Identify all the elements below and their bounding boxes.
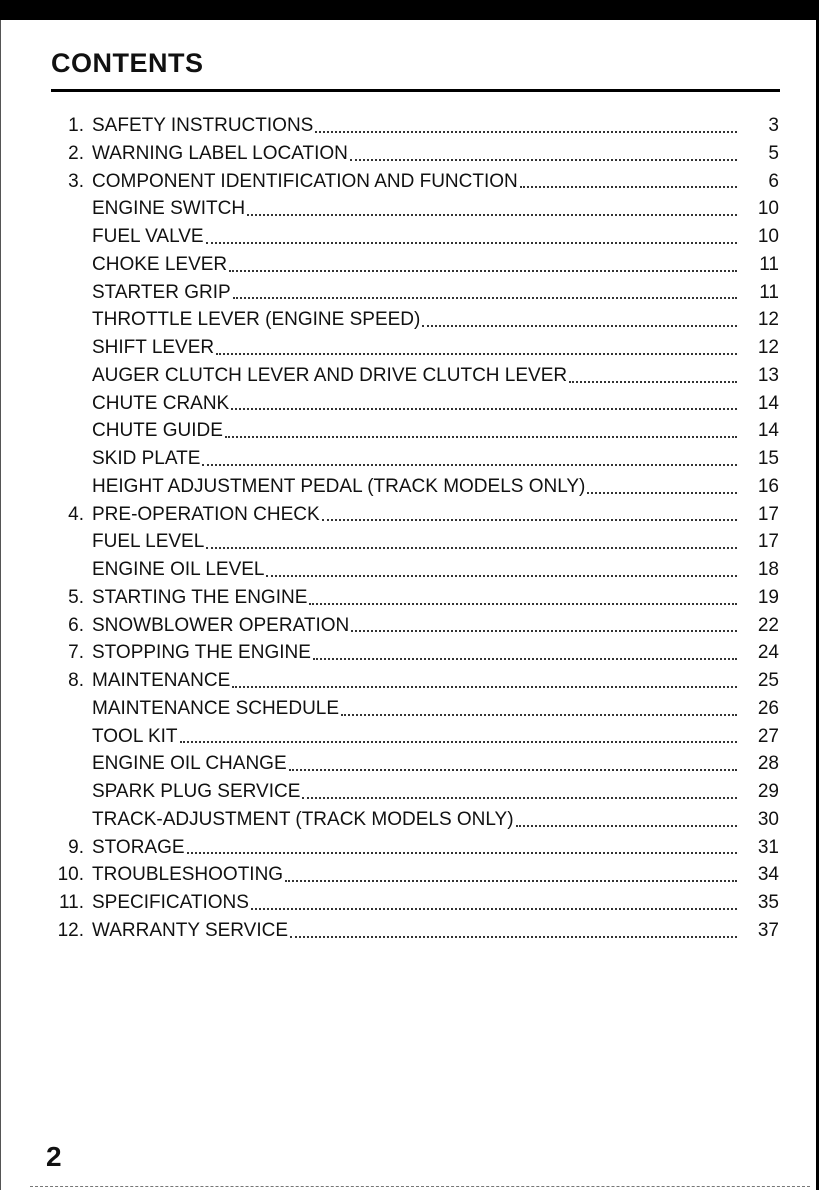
toc-dot-leader [232,667,739,695]
toc-entry-label: SPARK PLUG SERVICE [92,781,301,802]
toc-dot-leader [351,612,739,640]
toc-entry-page-number: 24 [757,642,779,664]
toc-entry-label-wrap [92,390,739,418]
toc-entry-label: WARNING LABEL LOCATION [92,142,348,164]
toc-dot-leader [231,390,739,418]
toc-entry-page-number: 11 [759,281,779,303]
toc-entry-label-wrap [92,168,739,196]
toc-entry-label-wrap [92,445,739,473]
toc-entry-page-number: 27 [757,725,779,747]
toc-section-entry[interactable] [0,168,819,196]
toc-entry-page-number: 14 [757,420,779,442]
toc-section-entry[interactable] [0,140,819,168]
toc-entry-label: ENGINE SWITCH [92,198,246,220]
toc-subsection-entry[interactable] [0,334,819,362]
toc-entry-label-wrap [92,750,739,778]
toc-entry-page-number: 12 [757,309,779,331]
toc-entry-page-number: 19 [757,586,779,608]
toc-entry-label: FUEL VALVE [92,226,204,247]
toc-subsection-entry[interactable] [0,390,819,418]
toc-entry-label: TRACK-ADJUSTMENT (TRACK MODELS ONLY) [92,808,514,830]
toc-entry-label-wrap [92,723,739,751]
toc-entry-label: STARTING THE ENGINE [92,586,308,608]
toc-dot-leader [251,889,739,917]
toc-entry-label-wrap [92,362,739,390]
page-number: 2 [46,1141,62,1172]
toc-entry-label-wrap [92,473,739,501]
toc-entry-page-number: 6 [768,170,779,192]
toc-entry-label-wrap [92,639,739,667]
toc-entry-page-number: 10 [757,226,779,247]
toc-subsection-entry[interactable] [0,750,819,778]
toc-dot-leader [520,168,739,196]
scan-bottom-border [30,1186,810,1187]
toc-dot-leader [187,834,739,862]
toc-section-entry[interactable] [0,112,819,140]
toc-entry-page-number: 34 [757,864,779,886]
toc-entry-page-number: 17 [757,503,779,525]
toc-entry-number: 11. [58,892,84,913]
toc-entry-page-number: 3 [768,115,779,136]
toc-dot-leader [587,473,739,501]
toc-dot-leader [180,723,739,751]
toc-entry-label-wrap [92,140,739,168]
toc-entry-label: MAINTENANCE [92,670,231,691]
toc-entry-page-number: 22 [757,614,779,636]
toc-entry-number: 6. [68,614,84,636]
toc-entry-label: AUGER CLUTCH LEVER AND DRIVE CLUTCH LEVER [92,364,568,386]
toc-subsection-entry[interactable] [0,445,819,473]
toc-entry-page-number: 10 [757,198,779,220]
toc-entry-label-wrap [92,306,739,334]
toc-subsection-entry[interactable] [0,723,819,751]
toc-entry-page-number: 18 [757,559,779,580]
toc-entry-label: CHUTE CRANK [92,392,230,414]
toc-section-entry[interactable] [0,501,819,529]
toc-subsection-entry[interactable] [0,695,819,723]
toc-dot-leader [233,279,739,307]
toc-entry-page-number: 35 [757,892,779,913]
toc-entry-page-number: 14 [757,392,779,414]
toc-entry-label-wrap [92,806,739,834]
toc-section-entry[interactable] [0,834,819,862]
toc-subsection-entry[interactable] [0,195,819,223]
toc-dot-leader [247,195,739,223]
toc-entry-label: PRE-OPERATION CHECK [92,503,320,525]
toc-entry-page-number: 29 [757,781,779,802]
toc-dot-leader [206,223,739,251]
toc-entry-label: FUEL LEVEL [92,531,205,553]
toc-subsection-entry[interactable] [0,279,819,307]
toc-entry-label-wrap [92,612,739,640]
toc-dot-leader [309,584,739,612]
toc-entry-label: CHUTE GUIDE [92,420,223,442]
toc-entry-label: SKID PLATE [92,448,201,469]
toc-entry-number: 7. [68,642,84,664]
toc-entry-page-number: 5 [768,142,779,164]
toc-dot-leader [225,417,739,445]
toc-entry-number: 2. [68,142,84,164]
toc-section-entry[interactable] [0,861,819,889]
toc-entry-page-number: 13 [757,364,779,386]
toc-subsection-entry[interactable] [0,417,819,445]
toc-entry-label-wrap [92,195,739,223]
toc-section-entry[interactable] [0,889,819,917]
toc-subsection-entry[interactable] [0,556,819,584]
toc-entry-label: TROUBLESHOOTING [92,864,284,886]
toc-entry-page-number: 15 [757,448,779,469]
toc-entry-label-wrap [92,861,739,889]
toc-entry-page-number: 17 [757,531,779,553]
toc-subsection-entry[interactable] [0,223,819,251]
toc-dot-leader [569,362,739,390]
toc-entry-label: HEIGHT ADJUSTMENT PEDAL (TRACK MODELS ONLY) [92,475,586,497]
toc-entry-page-number: 28 [757,753,779,775]
toc-subsection-entry[interactable] [0,362,819,390]
toc-dot-leader [229,251,739,279]
toc-section-entry[interactable] [0,917,819,945]
toc-entry-label-wrap [92,834,739,862]
toc-entry-page-number: 30 [757,808,779,830]
toc-entry-label: COMPONENT IDENTIFICATION AND FUNCTION [92,170,518,192]
title-divider [51,89,780,92]
toc-entry-label: THROTTLE LEVER (ENGINE SPEED) [92,309,421,331]
toc-entry-label-wrap [92,584,739,612]
toc-entry-page-number: 31 [757,836,779,858]
toc-dot-leader [290,917,739,945]
toc-entry-number: 8. [68,670,84,691]
toc-entry-label-wrap [92,223,739,251]
toc-entry-number: 4. [68,503,84,525]
toc-dot-leader [315,112,739,140]
toc-dot-leader [422,306,739,334]
toc-entry-label-wrap [92,417,739,445]
toc-dot-leader [516,806,739,834]
toc-dot-leader [350,140,739,168]
toc-entry-label-wrap [92,556,739,584]
toc-dot-leader [202,445,739,473]
toc-entry-label-wrap [92,528,739,556]
toc-entry-label-wrap [92,501,739,529]
toc-entry-label-wrap [92,695,739,723]
toc-entry-page-number: 37 [757,919,779,941]
toc-dot-leader [341,695,739,723]
toc-entry-label-wrap [92,778,739,806]
toc-entry-label-wrap [92,112,739,140]
toc-entry-label: SPECIFICATIONS [92,892,249,913]
toc-dot-leader [206,528,739,556]
toc-entry-number: 1. [68,115,84,136]
toc-entry-page-number: 26 [757,697,779,719]
toc-entry-page-number: 16 [757,475,779,497]
toc-entry-label: STOPPING THE ENGINE [92,642,311,664]
toc-entry-number: 5. [68,586,84,608]
toc-entry-number: 12. [57,919,84,941]
toc-entry-label: STORAGE [92,836,185,858]
toc-dot-leader [216,334,739,362]
toc-subsection-entry[interactable] [0,306,819,334]
toc-section-entry[interactable] [0,612,819,640]
toc-dot-leader [285,861,739,889]
toc-entry-label: SHIFT LEVER [92,337,215,358]
table-of-contents [0,112,819,945]
scan-top-border [0,0,819,20]
toc-dot-leader [322,501,739,529]
toc-entry-label: STARTER GRIP [92,281,231,303]
toc-entry-label: TOOL KIT [92,725,178,747]
toc-entry-label-wrap [92,917,739,945]
toc-entry-number: 3. [68,170,84,192]
toc-section-entry[interactable] [0,584,819,612]
toc-entry-number: 10. [57,864,84,886]
toc-entry-label: WARRANTY SERVICE [92,919,289,941]
toc-section-entry[interactable] [0,639,819,667]
toc-subsection-entry[interactable] [0,251,819,279]
toc-entry-label: MAINTENANCE SCHEDULE [92,697,340,719]
toc-entry-label-wrap [92,279,739,307]
toc-subsection-entry[interactable] [0,473,819,501]
toc-entry-label: SAFETY INSTRUCTIONS [92,115,314,136]
toc-subsection-entry[interactable] [0,528,819,556]
toc-entry-page-number: 11 [759,253,779,275]
toc-entry-page-number: 12 [757,337,779,358]
toc-subsection-entry[interactable] [0,806,819,834]
toc-entry-label: CHOKE LEVER [92,253,228,275]
toc-dot-leader [289,750,739,778]
toc-entry-label: ENGINE OIL CHANGE [92,753,287,775]
toc-dot-leader [266,556,739,584]
toc-dot-leader [313,639,739,667]
toc-entry-label-wrap [92,251,739,279]
toc-entry-label-wrap [92,334,739,362]
toc-entry-number: 9. [68,836,84,858]
toc-entry-label-wrap [92,667,739,695]
toc-entry-label-wrap [92,889,739,917]
toc-dot-leader [302,778,739,806]
toc-entry-label: ENGINE OIL LEVEL [92,559,265,580]
toc-subsection-entry[interactable] [0,778,819,806]
toc-section-entry[interactable] [0,667,819,695]
toc-entry-page-number: 25 [757,670,779,691]
page-title: CONTENTS [51,48,204,78]
toc-entry-label: SNOWBLOWER OPERATION [92,614,350,636]
